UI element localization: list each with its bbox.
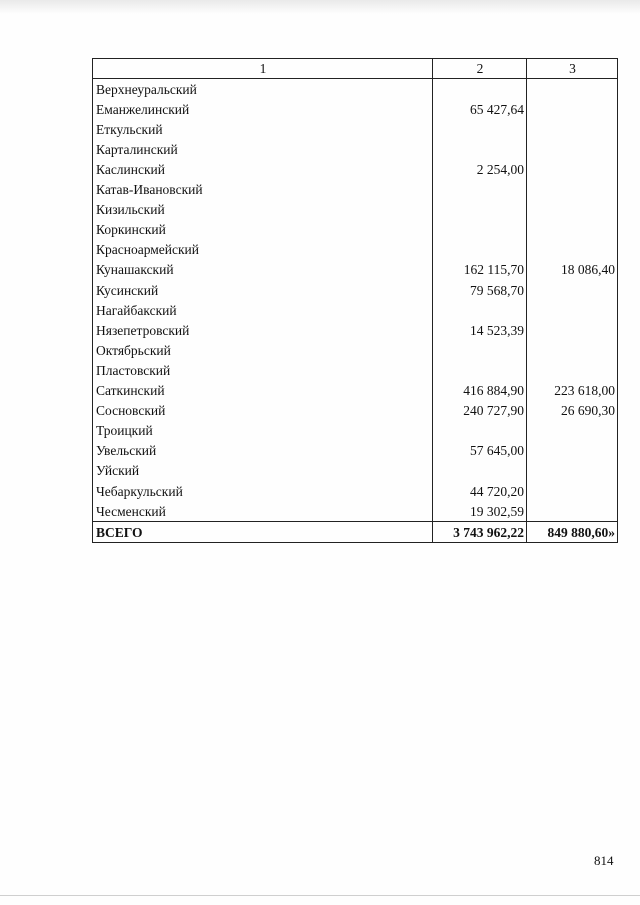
district-name-cell: Карталинский [93,139,433,159]
value-col3-cell [527,441,618,461]
district-name-cell: Кизильский [93,200,433,220]
value-col2-cell: 240 727,90 [433,401,527,421]
district-name-cell: Кунашакский [93,260,433,280]
table-row [93,340,618,360]
total-value-col3: 849 880,60» [527,522,618,543]
value-col3-cell [527,501,618,522]
value-col3-cell [527,180,618,200]
value-col2-cell [433,240,527,260]
table-row [93,160,618,180]
value-col2-cell: 416 884,90 [433,381,527,401]
table-row [93,300,618,320]
district-name-cell: Сосновский [93,401,433,421]
table-row [93,99,618,119]
district-name-cell: Катав-Ивановский [93,180,433,200]
value-col3-cell: 223 618,00 [527,381,618,401]
value-col2-cell [433,79,527,100]
value-col3-cell [527,461,618,481]
value-col2-cell [433,340,527,360]
value-col2-cell: 79 568,70 [433,280,527,300]
scan-top-shade [0,0,640,14]
district-name-cell: Кусинский [93,280,433,300]
page-number: 814 [594,853,614,868]
value-col2-cell [433,300,527,320]
table-row [93,481,618,501]
value-col2-cell [433,361,527,381]
value-col2-cell [433,119,527,139]
value-col2-cell: 57 645,00 [433,441,527,461]
value-col3-cell [527,361,618,381]
value-col3-cell [527,280,618,300]
value-col2-cell: 44 720,20 [433,481,527,501]
district-name-cell: Пластовский [93,361,433,381]
table-body [93,79,618,522]
district-name-cell: Верхнеуральский [93,79,433,100]
value-col2-cell [433,220,527,240]
value-col3-cell [527,481,618,501]
value-col2-cell: 2 254,00 [433,160,527,180]
table-row [93,180,618,200]
value-col3-cell [527,79,618,100]
column-header-2: 2 [433,59,527,79]
district-name-cell: Еткульский [93,119,433,139]
table-row [93,381,618,401]
value-col2-cell [433,180,527,200]
value-col2-cell: 65 427,64 [433,99,527,119]
district-name-cell: Чебаркульский [93,481,433,501]
total-value-col2: 3 743 962,22 [433,522,527,543]
value-col2-cell: 19 302,59 [433,501,527,522]
value-col2-cell [433,139,527,159]
district-name-cell: Чесменский [93,501,433,522]
value-col3-cell [527,240,618,260]
table-row [93,139,618,159]
value-col3-cell [527,200,618,220]
value-col3-cell [527,340,618,360]
district-name-cell: Саткинский [93,381,433,401]
value-col2-cell [433,461,527,481]
value-col3-cell [527,139,618,159]
value-col2-cell [433,200,527,220]
district-name-cell: Нагайбакский [93,300,433,320]
table-row [93,280,618,300]
table-row [93,220,618,240]
district-name-cell: Коркинский [93,220,433,240]
district-name-cell: Октябрьский [93,340,433,360]
table-row [93,401,618,421]
district-name-cell: Троицкий [93,421,433,441]
district-name-cell: Нязепетровский [93,320,433,340]
table-row [93,501,618,522]
value-col3-cell [527,119,618,139]
table-row [93,441,618,461]
value-col3-cell [527,421,618,441]
table-header-row [93,59,618,79]
value-col3-cell [527,160,618,180]
data-table [92,58,618,543]
district-name-cell: Еманжелинский [93,99,433,119]
table-total-row [93,522,618,543]
value-col3-cell: 26 690,30 [527,401,618,421]
value-col3-cell [527,320,618,340]
district-name-cell: Увельский [93,441,433,461]
table-row [93,119,618,139]
value-col2-cell: 14 523,39 [433,320,527,340]
district-name-cell: Каслинский [93,160,433,180]
table-row [93,421,618,441]
column-header-1: 1 [93,59,433,79]
value-col2-cell [433,421,527,441]
value-col3-cell [527,220,618,240]
value-col3-cell [527,300,618,320]
table-row [93,79,618,100]
total-label: ВСЕГО [93,522,433,543]
table-row [93,361,618,381]
district-name-cell: Уйский [93,461,433,481]
table-row [93,240,618,260]
table-row [93,260,618,280]
value-col3-cell: 18 086,40 [527,260,618,280]
page-bottom-edge [0,895,640,896]
district-name-cell: Красноармейский [93,240,433,260]
table-row [93,200,618,220]
value-col3-cell [527,99,618,119]
value-col2-cell: 162 115,70 [433,260,527,280]
table-row [93,320,618,340]
table-row [93,461,618,481]
column-header-3: 3 [527,59,618,79]
